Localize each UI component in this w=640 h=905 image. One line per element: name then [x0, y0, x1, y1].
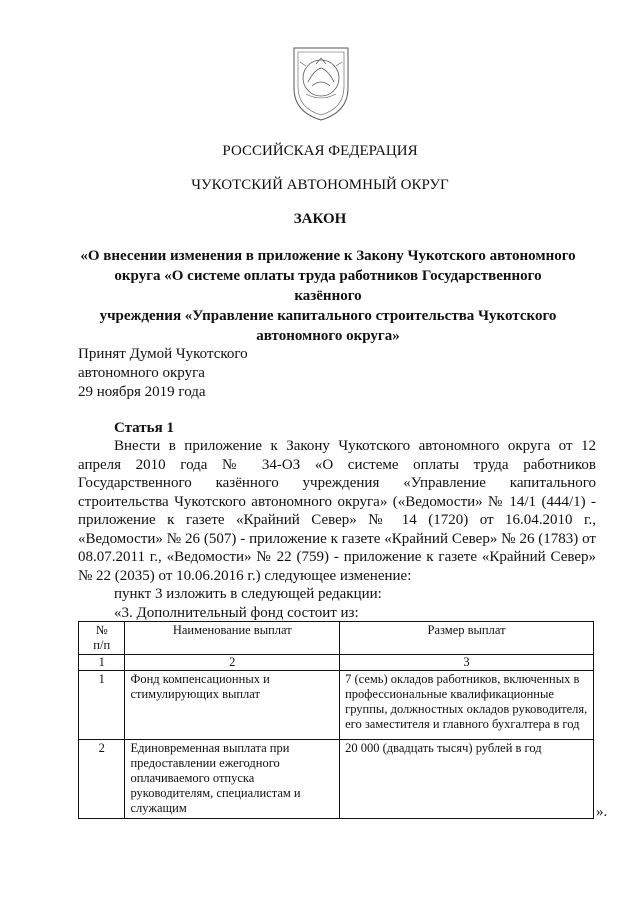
col-header-number: № п/п — [79, 622, 125, 655]
col-header-amount: Размер выплат — [340, 622, 594, 655]
payments-table — [78, 621, 594, 819]
column-number: 2 — [125, 655, 340, 671]
law-title-line: округа «О системе оплаты труда работников Государственного казённого — [114, 268, 542, 304]
region-heading: ЧУКОТСКИЙ АВТОНОМНЫЙ ОКРУГ — [191, 177, 449, 193]
document-type: ЗАКОН — [293, 211, 347, 227]
country-heading: РОССИЙСКАЯ ФЕДЕРАЦИЯ — [222, 143, 418, 159]
article-paragraph: Внести в приложение к Закону Чукотского автономного округа от 12 апреля 2010 года № 34-ОЗ «О системе оплаты труда работников Государственного казённого учреждения «Управление капитального строительства Чукотского автономного округа» («Ведомости» № 14/1 (444/1) - приложение к газете «Крайний Север» № 14 (1720) от 16.04.2010 г., «Ведомости» № 26 (507) - приложение к газете «Крайний Север» № 26 (1783) от 08.07.2011 г., «Ведомости» № 22 (759) - приложение к газете «Крайний Север» № 22 (2035) от 10.06.2016 г.) следующее изменение: — [78, 438, 596, 584]
payment-name: Единовременная выплата при предоставлении ежегодного оплачиваемого отпуска руководителям, специалистам и служащим — [125, 740, 340, 819]
quote-intro: «3. Дополнительный фонд состоит из: — [114, 604, 359, 621]
row-number: 2 — [79, 740, 125, 819]
table-header-row — [79, 622, 594, 655]
payment-amount: 20 000 (двадцать тысяч) рублей в год — [340, 740, 594, 819]
law-title-line: учреждения «Управление капитального строительства Чукотского — [99, 308, 557, 324]
adoption-info — [78, 345, 248, 402]
column-number: 1 — [79, 655, 125, 671]
table-row — [79, 740, 594, 819]
table-numbering-row — [79, 655, 594, 671]
article-title: Статья 1 — [114, 420, 174, 436]
adoption-line: автономного округа — [78, 365, 205, 381]
payment-name: Фонд компенсационных и стимулирующих выплат — [125, 671, 340, 740]
adoption-date: 29 ноября 2019 года — [78, 384, 206, 400]
article-body — [78, 437, 596, 622]
column-number: 3 — [340, 655, 594, 671]
table-row — [79, 671, 594, 740]
closing-quote-mark: ». — [596, 804, 608, 820]
law-title-line: «О внесении изменения в приложение к Закону Чукотского автономного — [80, 248, 576, 264]
row-number: 1 — [79, 671, 125, 740]
coat-of-arms-icon — [286, 42, 356, 124]
law-title-line: автономного округа» — [256, 328, 400, 344]
point-intro: пункт 3 изложить в следующей редакции: — [114, 586, 382, 602]
law-title — [80, 246, 576, 346]
col-header-name: Наименование выплат — [125, 622, 340, 655]
payment-amount: 7 (семь) окладов работников, включенных в профессиональные квалификационные группы, должностных окладов руководителя, его заместителя и главного бухгалтера в год — [340, 671, 594, 740]
adoption-line: Принят Думой Чукотского — [78, 346, 248, 362]
